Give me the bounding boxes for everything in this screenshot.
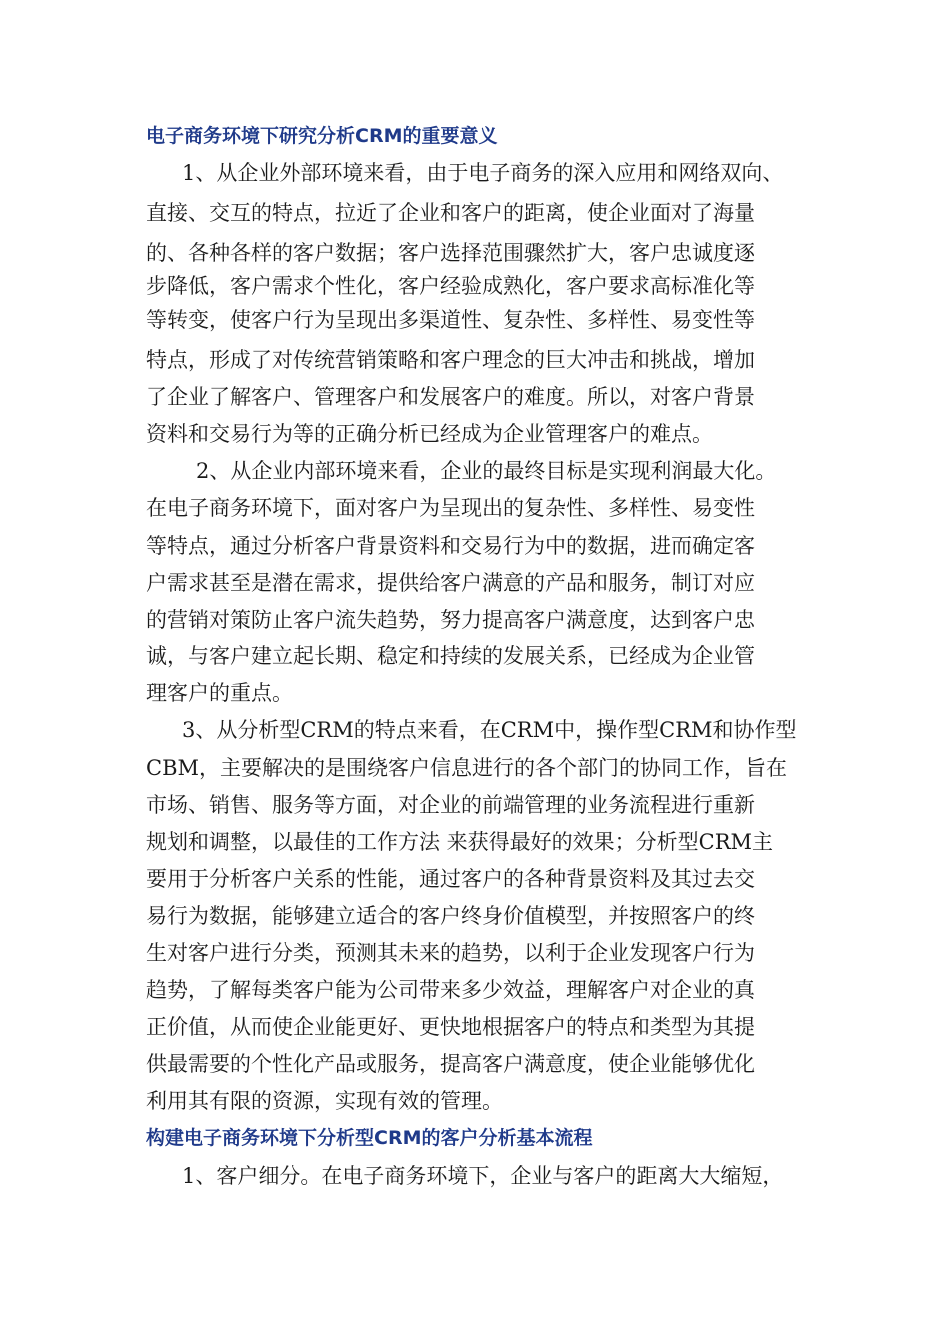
text-line: 诚，与客户建立起长期、稳定和持续的发展关系，已经成为企业管 [146, 644, 755, 668]
text-line: 步降低，客户需求个性化，客户经验成熟化，客户要求高标准化等 [146, 274, 755, 298]
text-line: 等转变，使客户行为呈现出多渠道性、复杂性、多样性、易变性等 [146, 308, 755, 332]
text-line: 1、客户细分。在电子商务环境下，企业与客户的距离大大缩短， [182, 1164, 784, 1188]
text-line: 利用其有限的资源，实现有效的管理。 [146, 1089, 503, 1113]
text-line: 在电子商务环境下，面对客户为呈现出的复杂性、多样性、易变性 [146, 496, 755, 520]
text-line: 的、各种各样的客户数据；客户选择范围骤然扩大，客户忠诚度逐 [146, 241, 755, 265]
text-line: 特点，形成了对传统营销策略和客户理念的巨大冲击和挑战，增加 [146, 348, 755, 372]
text-line: 市场、销售、服务等方面，对企业的前端管理的业务流程进行重新 [146, 793, 755, 817]
text-line: 等特点，通过分析客户背景资料和交易行为中的数据，进而确定客 [146, 534, 755, 558]
text-line: 易行为数据，能够建立适合的客户终身价值模型，并按照客户的终 [146, 904, 755, 928]
text-line: 户需求甚至是潜在需求，提供给客户满意的产品和服务，制订对应 [146, 571, 755, 595]
text-line: 2、从企业内部环境来看，企业的最终目标是实现利润最大化。 [196, 459, 777, 483]
section-heading-significance: 电子商务环境下研究分析CRM的重要意义 [146, 125, 498, 147]
text-line: 正价值，从而使企业能更好、更快地根据客户的特点和类型为其提 [146, 1015, 755, 1039]
text-line: 直接、交互的特点，拉近了企业和客户的距离，使企业面对了海量 [146, 201, 755, 225]
text-line: 趋势，了解每类客户能为公司带来多少效益，理解客户对企业的真 [146, 978, 755, 1002]
text-line: CBM，主要解决的是围绕客户信息进行的各个部门的协同工作，旨在 [146, 756, 787, 780]
text-line: 生对客户进行分类，预测其未来的趋势，以利于企业发现客户行为 [146, 941, 755, 965]
text-line: 规划和调整，以最佳的工作方法 来获得最好的效果；分析型CRM主 [146, 830, 774, 854]
text-line: 供最需要的个性化产品或服务，提高客户满意度，使企业能够优化 [146, 1052, 755, 1076]
text-line: 3、从分析型CRM的特点来看，在CRM中，操作型CRM和协作型 [182, 718, 797, 742]
section-heading-analysis-process: 构建电子商务环境下分析型CRM的客户分析基本流程 [146, 1127, 593, 1149]
text-line: 的营销对策防止客户流失趋势，努力提高客户满意度，达到客户忠 [146, 608, 755, 632]
text-line: 1、从企业外部环境来看，由于电子商务的深入应用和网络双向、 [182, 161, 784, 185]
text-line: 要用于分析客户关系的性能，通过客户的各种背景资料及其过去交 [146, 867, 755, 891]
text-line: 了企业了解客户、管理客户和发展客户的难度。所以，对客户背景 [146, 385, 755, 409]
text-line: 理客户的重点。 [146, 681, 293, 705]
text-line: 资料和交易行为等的正确分析已经成为企业管理客户的难点。 [146, 422, 713, 446]
